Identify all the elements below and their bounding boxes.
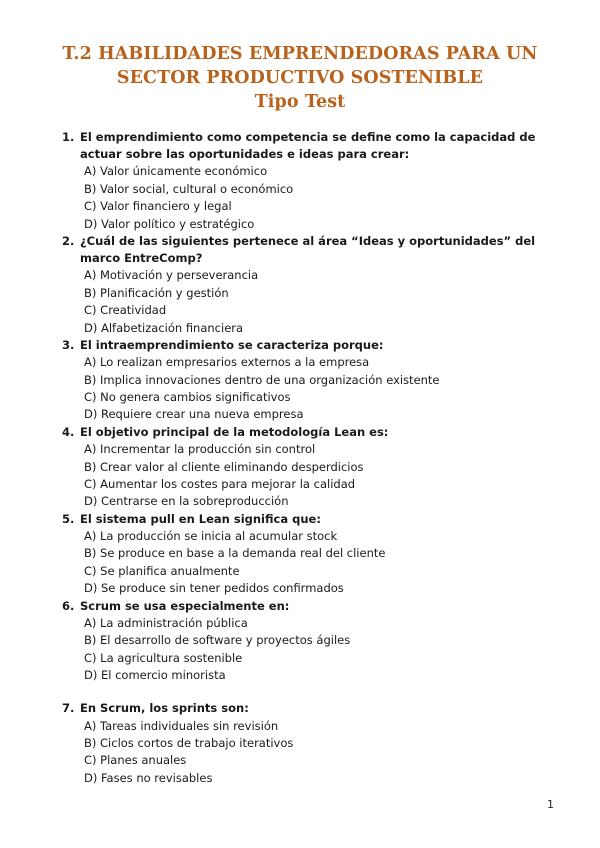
question-text: El sistema pull en Lean significa que: <box>80 511 321 526</box>
question-2 <box>62 233 542 337</box>
title-line-1: T.2 HABILIDADES EMPRENDEDORAS PARA UN <box>62 44 538 64</box>
option-b: B) Crear valor al cliente eliminando desperdicios <box>84 459 364 474</box>
option-c: C) No genera cambios significativos <box>84 390 291 405</box>
page-number: 1 <box>547 798 554 811</box>
option-b: B) Planificación y gestión <box>84 285 229 300</box>
option-c: C) Se planifica anualmente <box>84 563 240 578</box>
option-b: B) El desarrollo de software y proyectos ágiles <box>84 633 351 648</box>
option-c: C) Planes anuales <box>84 753 187 768</box>
question-text: El objetivo principal de la metodología Lean es: <box>80 424 389 439</box>
option-c: C) Creatividad <box>84 303 167 318</box>
question-text: Scrum se usa especialmente en: <box>80 598 290 613</box>
option-c: C) Valor financiero y legal <box>84 199 232 214</box>
option-d: D) Requiere crear una nueva empresa <box>84 407 304 422</box>
option-d: D) Fases no revisables <box>84 770 213 785</box>
option-list <box>62 267 542 337</box>
option-b: B) Implica innovaciones dentro de una organización existente <box>84 372 440 387</box>
option-b: B) Se produce en base a la demanda real del cliente <box>84 546 386 561</box>
question-6 <box>62 598 542 685</box>
option-a: A) Valor únicamente económico <box>84 164 268 179</box>
question-number: 4. <box>62 424 75 439</box>
option-a: A) Incrementar la producción sin control <box>84 442 316 457</box>
option-d: D) Centrarse en la sobreproducción <box>84 494 289 509</box>
option-a: A) Lo realizan empresarios externos a la empresa <box>84 355 370 370</box>
option-a: A) Tareas individuales sin revisión <box>84 718 279 733</box>
question-text: ¿Cuál de las siguientes pertenece al área “Ideas y oportunidades” del marco EntreComp? <box>80 234 536 266</box>
document-title <box>0 42 600 114</box>
option-d: D) Se produce sin tener pedidos confirmados <box>84 581 344 596</box>
option-d: D) Valor político y estratégico <box>84 216 255 231</box>
question-text: El intraemprendimiento se caracteriza porque: <box>80 338 384 353</box>
title-subtitle: Tipo Test <box>254 92 346 112</box>
question-list <box>62 129 542 787</box>
question-7 <box>62 700 542 787</box>
question-number: 1. <box>62 130 75 144</box>
option-list <box>62 354 542 424</box>
spacer <box>62 684 542 700</box>
question-number: 6. <box>62 598 75 613</box>
option-a: A) La producción se inicia al acumular stock <box>84 528 338 543</box>
option-a: A) La administración pública <box>84 615 248 630</box>
question-text: El emprendimiento como competencia se define como la capacidad de actuar sobre las oportunidades e ideas para crear: <box>80 130 536 162</box>
question-number: 5. <box>62 511 75 526</box>
option-list <box>62 718 542 788</box>
question-5 <box>62 511 542 598</box>
question-number: 3. <box>62 338 75 353</box>
option-c: C) Aumentar los costes para mejorar la calidad <box>84 476 356 491</box>
question-3 <box>62 337 542 424</box>
option-b: B) Ciclos cortos de trabajo iterativos <box>84 735 294 750</box>
title-line-2: SECTOR PRODUCTIVO SOSTENIBLE <box>116 68 484 88</box>
question-4 <box>62 424 542 511</box>
option-list <box>62 163 542 233</box>
option-d: D) Alfabetización financiera <box>84 320 244 335</box>
option-d: D) El comercio minorista <box>84 667 226 682</box>
option-list <box>62 615 542 685</box>
option-a: A) Motivación y perseverancia <box>84 268 259 283</box>
option-b: B) Valor social, cultural o económico <box>84 181 294 196</box>
option-list <box>62 528 542 598</box>
question-text: En Scrum, los sprints son: <box>80 701 249 716</box>
option-list <box>62 441 542 511</box>
question-1 <box>62 129 542 233</box>
question-number: 2. <box>62 234 75 249</box>
question-number: 7. <box>62 701 75 716</box>
option-c: C) La agricultura sostenible <box>84 650 243 665</box>
